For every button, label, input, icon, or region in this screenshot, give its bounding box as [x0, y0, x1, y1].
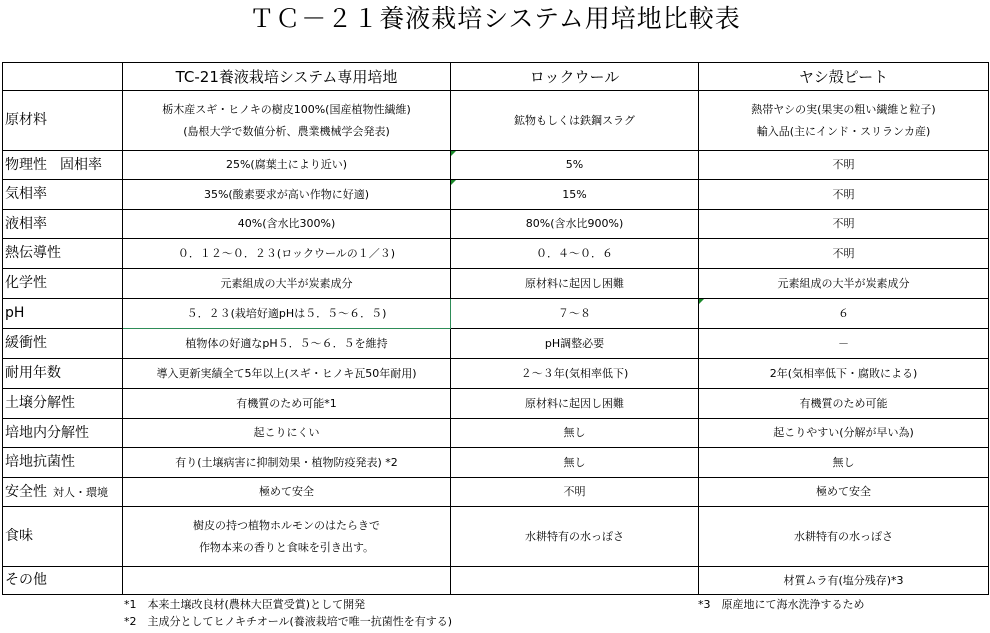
header-row: [3, 63, 989, 91]
row-other: [3, 567, 989, 595]
cell-yashi-service-life: 2年(気相率低下・腐敗による): [699, 359, 989, 389]
row-soil-decomposition: [3, 389, 989, 419]
row-medium-decomposition: [3, 419, 989, 448]
row-ph: [3, 299, 989, 329]
footnote-2: *2 主成分としてヒノキチオール(養液栽培で唯一抗菌性を有する): [124, 615, 453, 628]
cell-yashi-chemical: 元素組成の大半が炭素成分: [699, 269, 989, 299]
cell-yashi-safety: 極めて安全: [699, 478, 989, 507]
cell-yashi-antibacterial: 無し: [699, 448, 989, 478]
cell-tc21-other: [123, 567, 451, 595]
header-empty-cell: [3, 63, 123, 91]
row-thermal-conductivity: [3, 239, 989, 269]
cell-yashi-liquid-phase: 不明: [699, 210, 989, 239]
cell-tc21-chemical: 元素組成の大半が炭素成分: [123, 269, 451, 299]
row-buffering: [3, 329, 989, 359]
comparison-table: [2, 62, 989, 595]
cell-tc21-antibacterial: 有り(土壌病害に抑制効果・植物防疫発表) *2: [123, 448, 451, 478]
cell-tc21-solid-phase: 25%(腐葉土により近い): [123, 151, 451, 180]
cell-yashi-medium-decomposition: 起こりやすい(分解が早い為): [699, 419, 989, 448]
cell-tc21-medium-decomposition: 起こりにくい: [123, 419, 451, 448]
row-gas-phase: [3, 180, 989, 210]
footnote-1: *1 本来土壌改良材(農林大臣賞受賞)として開発: [124, 598, 366, 611]
cell-rock-thermal-conductivity: ０．４～０．６: [451, 239, 699, 269]
header-coco-peat: ヤシ殻ピート: [699, 63, 989, 91]
cell-rock-taste: 水耕特有の水っぽさ: [451, 507, 699, 567]
cell-rock-chemical: 原材料に起因し困難: [451, 269, 699, 299]
cell-rock-raw-material: 鉱物もしくは鉄鋼スラグ: [451, 91, 699, 151]
footnote-3: *3 原産地にて海水洗浄するため: [698, 598, 865, 611]
cell-rock-ph: ７～８: [451, 299, 699, 329]
label-safety: 安全性 対人・環境: [3, 478, 123, 507]
cell-tc21-raw-material: 栃木産スギ・ヒノキの樹皮100%(国産植物性繊維) (島根大学で数値分析、農業機械学会発表): [123, 91, 451, 151]
label-service-life: 耐用年数: [3, 359, 123, 389]
row-taste: [3, 507, 989, 567]
label-antibacterial: 培地抗菌性: [3, 448, 123, 478]
row-antibacterial: [3, 448, 989, 478]
cell-yashi-gas-phase: 不明: [699, 180, 989, 210]
cell-rock-solid-phase: 5%: [451, 151, 699, 180]
row-raw-material: [3, 91, 989, 151]
row-safety: [3, 478, 989, 507]
header-tc21: TC-21養液栽培システム専用培地: [123, 63, 451, 91]
label-other: その他: [3, 567, 123, 595]
label-solid-phase: 物理性 固相率: [3, 151, 123, 180]
row-liquid-phase: [3, 210, 989, 239]
cell-yashi-ph: ６: [699, 299, 989, 329]
cell-yashi-taste: 水耕特有の水っぽさ: [699, 507, 989, 567]
label-medium-decomposition: 培地内分解性: [3, 419, 123, 448]
label-raw-material: 原材料: [3, 91, 123, 151]
label-buffering: 緩衝性: [3, 329, 123, 359]
cell-tc21-service-life: 導入更新実績全て5年以上(スギ・ヒノキ瓦50年耐用): [123, 359, 451, 389]
cell-tc21-gas-phase: 35%(酸素要求が高い作物に好適): [123, 180, 451, 210]
cell-rock-soil-decomposition: 原材料に起因し困難: [451, 389, 699, 419]
cell-rock-antibacterial: 無し: [451, 448, 699, 478]
cell-tc21-ph: ５．２３(栽培好適pHは５．５～６．５): [123, 299, 451, 329]
label-gas-phase: 気相率: [3, 180, 123, 210]
page-title: ＴＣ－２１養液栽培システム用培地比較表: [249, 4, 741, 33]
cell-tc21-soil-decomposition: 有機質のため可能*1: [123, 389, 451, 419]
cell-rock-gas-phase: 15%: [451, 180, 699, 210]
label-chemical: 化学性: [3, 269, 123, 299]
cell-rock-buffering: pH調整必要: [451, 329, 699, 359]
cell-rock-medium-decomposition: 無し: [451, 419, 699, 448]
row-chemical: [3, 269, 989, 299]
cell-rock-service-life: ２～３年(気相率低下): [451, 359, 699, 389]
cell-tc21-thermal-conductivity: ０．１２～０．２３(ロックウールの１／３): [123, 239, 451, 269]
cell-rock-other: [451, 567, 699, 595]
cell-rock-safety: 不明: [451, 478, 699, 507]
cell-tc21-taste: 樹皮の持つ植物ホルモンのはたらきで 作物本来の香りと食味を引き出す。: [123, 507, 451, 567]
cell-yashi-other: 材質ムラ有(塩分残存)*3: [699, 567, 989, 595]
cell-yashi-buffering: －: [699, 329, 989, 359]
cell-rock-liquid-phase: 80%(含水比900%): [451, 210, 699, 239]
cell-tc21-safety: 極めて安全: [123, 478, 451, 507]
label-thermal-conductivity: 熱伝導性: [3, 239, 123, 269]
cell-yashi-solid-phase: 不明: [699, 151, 989, 180]
cell-yashi-thermal-conductivity: 不明: [699, 239, 989, 269]
label-liquid-phase: 液相率: [3, 210, 123, 239]
header-rockwool: ロックウール: [451, 63, 699, 91]
cell-yashi-soil-decomposition: 有機質のため可能: [699, 389, 989, 419]
row-service-life: [3, 359, 989, 389]
label-ph: pH: [3, 299, 123, 329]
row-solid-phase: [3, 151, 989, 180]
cell-tc21-liquid-phase: 40%(含水比300%): [123, 210, 451, 239]
label-soil-decomposition: 土壌分解性: [3, 389, 123, 419]
cell-yashi-raw-material: 熱帯ヤシの実(果実の粗い繊維と粒子) 輸入品(主にインド・スリランカ産): [699, 91, 989, 151]
cell-tc21-buffering: 植物体の好適なpH５．５～６．５を維持: [123, 329, 451, 359]
label-taste: 食味: [3, 507, 123, 567]
